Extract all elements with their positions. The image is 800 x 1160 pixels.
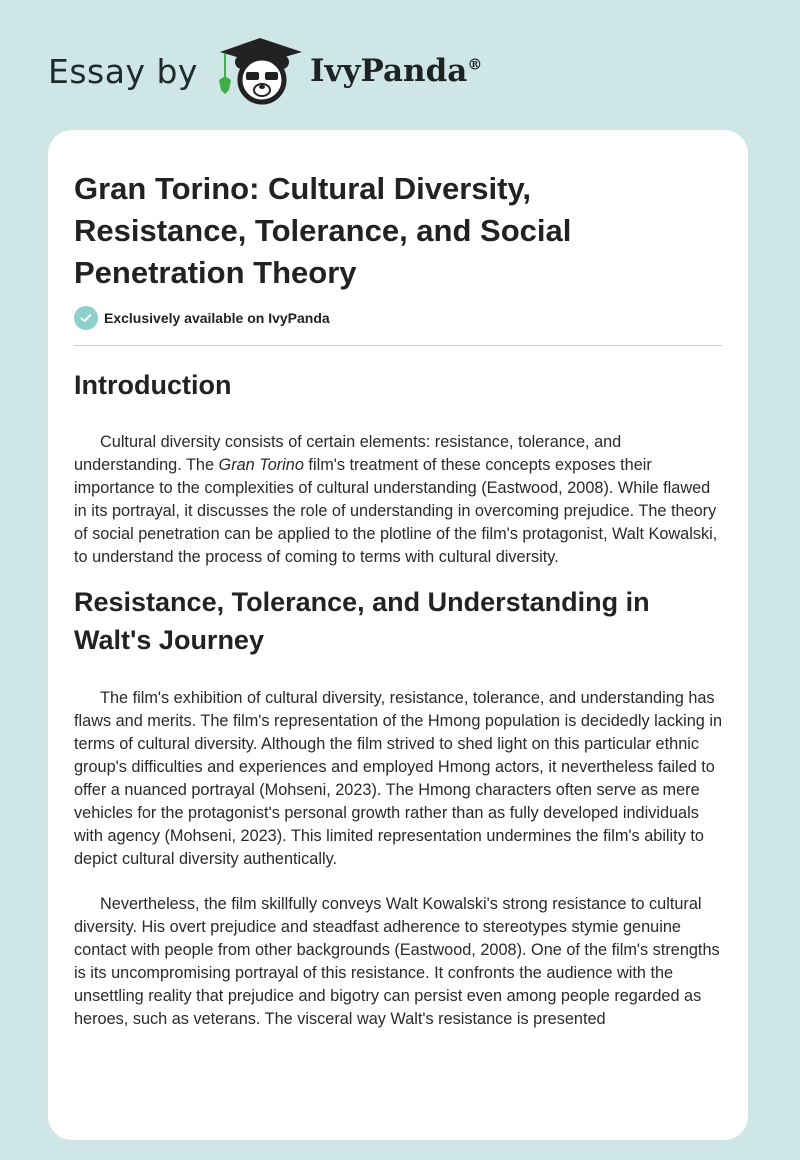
essay-by-label: Essay by (48, 51, 198, 91)
brand-text: IvyPanda (309, 53, 468, 89)
site-header (48, 36, 482, 106)
page-title: Gran Torino: Cultural Diversity, Resistance, Tolerance, and Social Penetration Theory (74, 171, 572, 290)
section-heading: Introduction (74, 370, 232, 400)
film-title: Gran Torino (218, 456, 304, 474)
text-segment: film's treatment of these concepts exposes their importance to the complexities of cultural understanding (Eastwood, 2008). While flawed in its portrayal, it discusses the role of understanding in overcoming prejudice. The theory of social penetration can be applied to the plotline of the film's protagonist, Walt Kowalski, to understand the process of coming to terms with cultural diversity. (74, 456, 718, 566)
registered-mark: ® (467, 55, 483, 74)
article-body (74, 366, 726, 1031)
paragraph (74, 431, 726, 569)
check-icon (74, 306, 98, 330)
paragraph: The film's exhibition of cultural diversity, resistance, tolerance, and understanding has flaws and merits. The film's representation of the Hmong population is decidedly lacking in terms of cultural diversity. Although the film strived to shed light on this particular ethnic group's difficulties and experiences and employed Hmong actors, it nevertheless failed to offer a nuanced portrayal (Mohseni, 2023). The Hmong characters often serve as mere vehicles for the protagonist's personal growth rather than as fully developed individuals with agency (Mohseni, 2023). This limited representation undermines the film's ability to depict cultural diversity authentically. (74, 689, 723, 868)
essay-card (48, 130, 748, 1140)
exclusive-badge (74, 306, 330, 330)
divider (74, 345, 722, 346)
panda-graduate-icon[interactable] (216, 36, 304, 106)
text-segment: Cultural diversity consists of certain elements: resistance, tolerance, and understanding. The (74, 433, 622, 474)
section-heading: Resistance, Tolerance, and Understanding in Walt's Journey (74, 587, 650, 655)
badge-label: Exclusively available on IvyPanda (104, 310, 330, 326)
brand-name[interactable] (310, 53, 482, 89)
paragraph: Nevertheless, the film skillfully conveys Walt Kowalski's strong resistance to cultural diversity. His overt prejudice and steadfast adherence to stereotypes stymie genuine contact with people from other backgrounds (Eastwood, 2008). One of the film's strengths is its uncompromising portrayal of this resistance. It confronts the audience with the unsettling reality that prejudice and bigotry can persist even among people regarded as heroes, such as veterans. The visceral way Walt's resistance is presented (74, 895, 720, 1028)
